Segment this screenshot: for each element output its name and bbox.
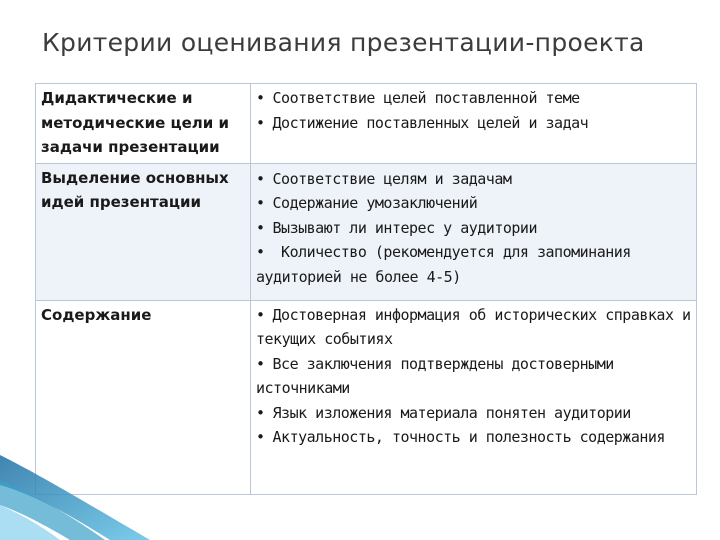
list-item: • Содержание умозаключений xyxy=(256,194,478,212)
list-item: • Достоверная информация об исторических справках и текущих событиях xyxy=(256,305,691,348)
bullet-icon: • xyxy=(256,354,265,373)
table-row xyxy=(36,163,697,300)
bullet-icon: • xyxy=(256,89,265,107)
list-item: • Соответствие целям и задачам xyxy=(256,169,512,188)
indicators-cell xyxy=(251,163,697,300)
bullet-icon: • xyxy=(256,403,265,422)
list-item: • Актуальность, точность и полезность содержания xyxy=(256,428,665,446)
bullet-icon: • xyxy=(256,113,265,132)
criterion-cell: Содержание xyxy=(36,300,251,494)
bullet-icon: • xyxy=(256,194,265,212)
list-item: • Все заключения подтверждены достоверными источниками xyxy=(256,354,614,397)
list-item: • Язык изложения материала понятен аудитории xyxy=(256,403,631,422)
page-title: Критерии оценивания презентации-проекта xyxy=(42,28,645,57)
list-item: • Вызывают ли интерес у аудитории xyxy=(256,218,537,237)
decorative-swoosh xyxy=(0,450,150,540)
criterion-cell: Выделение основных идей презентации xyxy=(36,163,251,300)
criterion-cell: Дидактические и методические цели и задачи презентации xyxy=(36,84,251,164)
table-row xyxy=(36,84,697,164)
list-item: • Достижение поставленных целей и задач xyxy=(256,113,589,132)
indicators-cell xyxy=(251,84,697,164)
bullet-icon: • xyxy=(256,169,265,188)
list-item: • Количество (рекомендуется для запоминания аудиторией не более 4-5) xyxy=(256,243,631,286)
bullet-icon: • xyxy=(256,243,265,261)
list-item: • Соответствие целей поставленной теме xyxy=(256,89,580,107)
bullet-icon: • xyxy=(256,305,265,324)
bullet-icon: • xyxy=(256,428,265,446)
criteria-table xyxy=(35,83,697,495)
indicators-cell xyxy=(251,300,697,494)
bullet-icon: • xyxy=(256,218,265,237)
